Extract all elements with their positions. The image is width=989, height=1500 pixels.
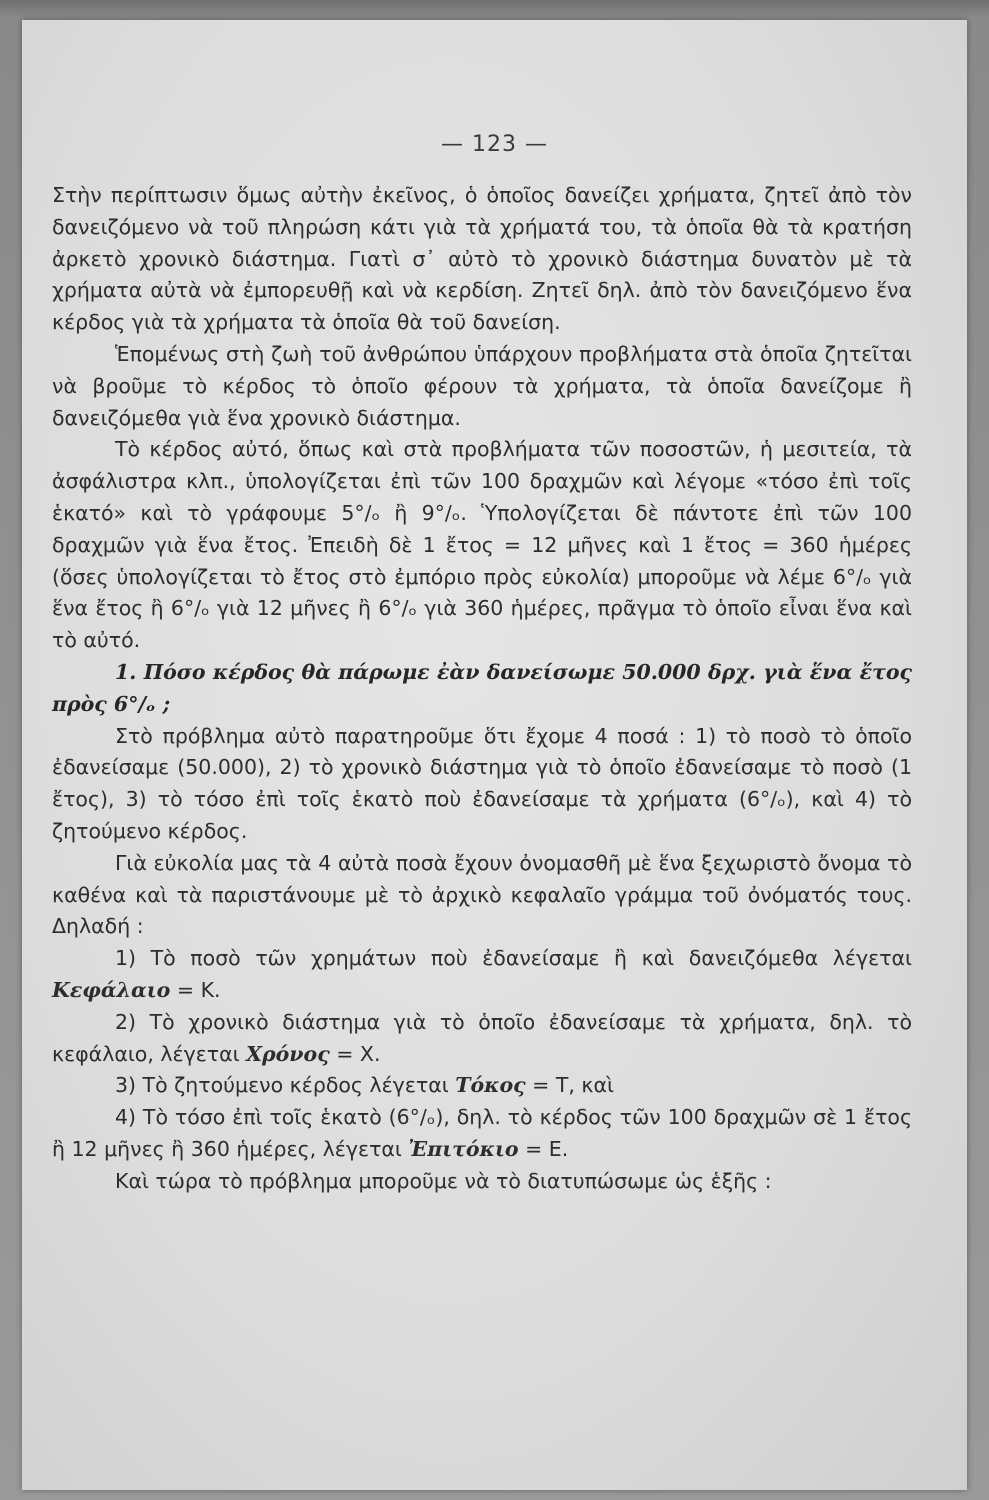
definition-interest-symbol: = Τ, καὶ (525, 1073, 614, 1098)
definition-rate-text: 4) Τὸ τόσο ἐπὶ τοῖς ἑκατὸ (6°/ₒ), δηλ. τὸ κέρδος τῶν 100 δραχμῶν σὲ 1 ἔτος ἢ 12 μῆνες ἢ 360 ἡμέρες, λέγεται (52, 1105, 912, 1161)
paragraph-conclusion: Καὶ τώρα τὸ πρόβλημα μποροῦμε νὰ τὸ διατυπώσωμε ὡς ἑξῆς : (115, 1168, 772, 1193)
definition-rate (52, 1102, 912, 1166)
term-rate: Ἐπιτόκιο (408, 1136, 519, 1161)
term-interest: Τόκος (455, 1073, 526, 1098)
paragraph-consequently: Ἑπομένως στὴ ζωὴ τοῦ ἀνθρώπου ὑπάρχουν προβλήματα στὰ ὁποῖα ζητεῖται νὰ βροῦμε τὸ κέρδος τὸ ὁποῖο φέρουν τὰ χρήματα, τὰ ὁποῖα δανείζομε ἢ δανειζόμεθα γιὰ ἕνα χρονικὸ διάστημα. (52, 341, 912, 430)
definition-capital-symbol: = Κ. (170, 977, 221, 1002)
definition-time-symbol: = Χ. (329, 1041, 381, 1066)
problem-statement: 1. Πόσο κέρδος θὰ πάρωμε ἐὰν δανείσωμε 50.000 δρχ. γιὰ ἕνα ἔτος πρὸς 6°/ₒ ; (52, 659, 912, 716)
paragraph-naming: Γιὰ εὐκολία μας τὰ 4 αὐτὰ ποσὰ ἔχουν ὀνομασθῆ μὲ ἕνα ξεχωριστὸ ὄνομα τὸ καθένα καὶ τὰ παριστάνουμε μὲ τὸ ἀρχικὸ κεφαλαῖο γράμμα τοῦ ὀνόματός τους. Δηλαδή : (52, 850, 912, 939)
paragraph-four-quantities: Στὸ πρόβλημα αὐτὸ παρατηροῦμε ὅτι ἔχομε 4 ποσά : 1) τὸ ποσὸ τὸ ὁποῖο ἐδανείσαμε (50.000), 2) τὸ χρονικὸ διάστημα γιὰ τὸ ὁποῖο ἐδανείσαμε τὸ ποσὸ (1 ἔτος), 3) τὸ τόσο ἐπὶ τοῖς ἑκατὸ ποὺ ἐδανείσαμε τὰ χρήματα (6°/ₒ), καὶ 4) τὸ ζητούμενο κέρδος. (52, 723, 912, 843)
definition-interest (52, 1070, 912, 1102)
paragraph-profit-percent: Τὸ κέρδος αὐτό, ὅπως καὶ στὰ προβλήματα τῶν ποσοστῶν, ἡ μεσιτεία, τὰ ἀσφάλιστρα κλπ., ὑπολογίζεται ἐπὶ τῶν 100 δραχμῶν καὶ λέγομε «τόσο ἐπὶ τοῖς ἑκατό» καὶ τὸ γράφουμε 5°/ₒ ἢ 9°/ₒ. Ὑπολογίζεται δὲ πάντοτε ἐπὶ τῶν 100 δραχμῶν γιὰ ἕνα ἔτος. Ἐπειδὴ δὲ 1 ἔτος = 12 μῆνες καὶ 1 ἔτος = 360 ἡμέρες (ὅσες ὑπολογίζεται τὸ ἔτος στὸ ἐμπόριο πρὸς εὐκολία) μποροῦμε νὰ λέμε 6°/ₒ γιὰ ἕνα ἔτος ἢ 6°/ₒ γιὰ 12 μῆνες ἢ 6°/ₒ γιὰ 360 ἡμέρες, πρᾶγμα τὸ ὁποῖο εἶναι ἕνα καὶ τὸ αὐτό. (52, 437, 912, 653)
term-time: Χρόνος (246, 1041, 330, 1066)
definition-interest-text: 3) Τὸ ζητούμενο κέρδος λέγεται (115, 1073, 456, 1098)
definition-capital (52, 943, 912, 1007)
definition-time (52, 1007, 912, 1071)
page-body (52, 180, 912, 1198)
page-number: — 123 — (441, 132, 548, 157)
definition-capital-text: 1) Τὸ ποσὸ τῶν χρημάτων ποὺ ἐδανείσαμε ἢ καὶ δανειζόμεθα λέγεται (115, 946, 912, 971)
definition-time-text: 2) Τὸ χρονικὸ διάστημα γιὰ τὸ ὁποῖο ἐδανείσαμε τὰ χρήματα, δηλ. τὸ κεφάλαιο, λέγεται (52, 1009, 912, 1066)
definition-rate-symbol: = Ε. (518, 1136, 569, 1161)
paragraph-intro: Στὴν περίπτωσιν ὅμως αὐτὴν ἐκεῖνος, ὁ ὁποῖος δανείζει χρήματα, ζητεῖ ἀπὸ τὸν δανειζόμενο νὰ τοῦ πληρώση κάτι γιὰ τὰ χρήματά του, τὰ ὁποῖα θὰ τὰ κρατήση ἀρκετὸ χρονικὸ διάστημα. Γιατὶ σ᾽ αὐτὸ τὸ χρονικὸ διάστημα δυνατὸν μὲ τὰ χρήματα αὐτὰ νὰ ἐμπορευθῇ καὶ νὰ κερδίση. Ζητεῖ δηλ. ἀπὸ τὸν δανειζόμενο ἕνα κέρδος γιὰ τὰ χρήματα τὰ ὁποῖα θὰ τοῦ δανείση. (52, 183, 912, 335)
term-capital: Κεφάλαιο (52, 977, 171, 1002)
book-page (22, 20, 967, 1490)
